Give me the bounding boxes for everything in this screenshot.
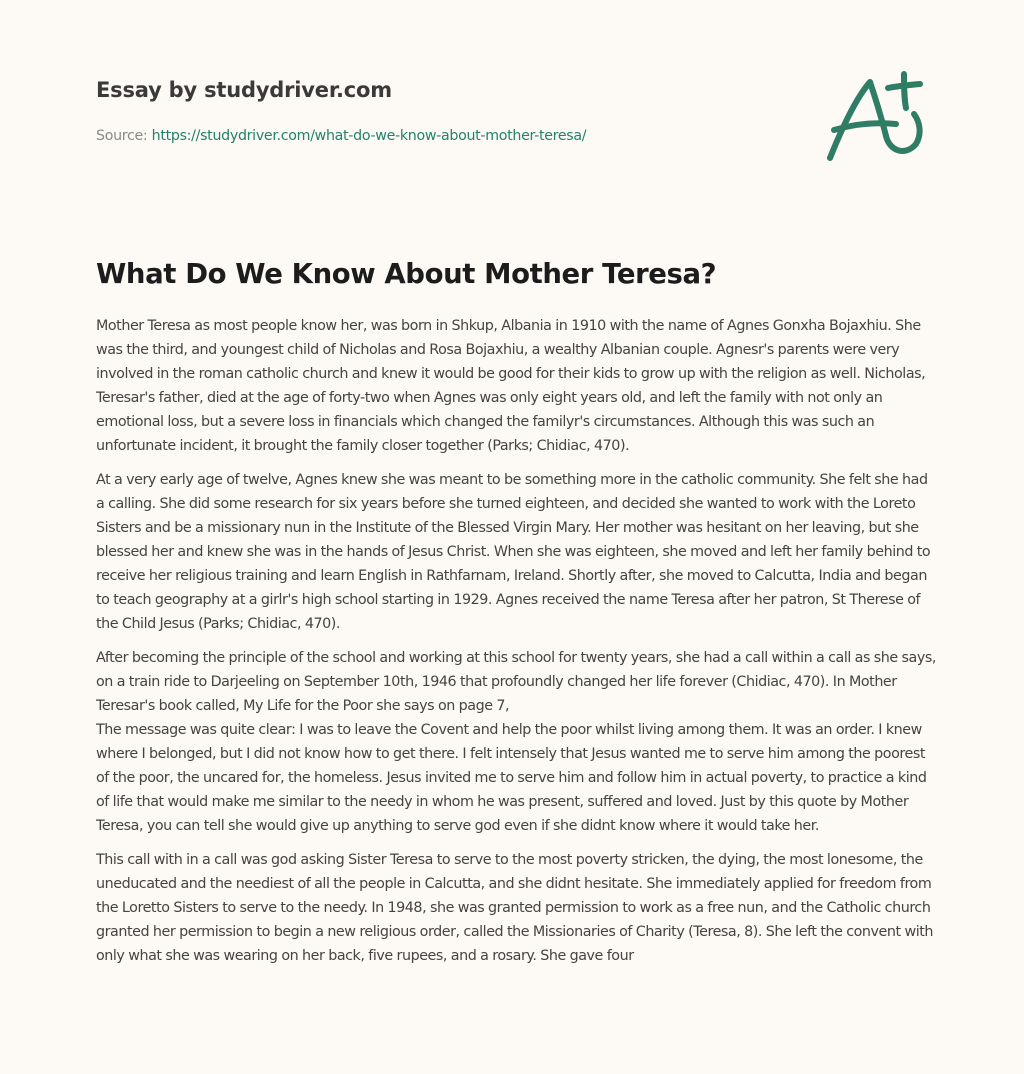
- essay-paragraph: At a very early age of twelve, Agnes knew she was meant to be something more in the catholic community. She felt she had a calling. She did some research for six years before she turned eighteen, and decided she wanted to work with the Loreto Sisters and be a missionary nun in the Institute of the Blessed Virgin Mary. Her mother was hesitant on her leaving, but she blessed her and knew she was in the hands of Jesus Christ. When she was eighteen, she moved and left her family behind to receive her religious training and learn English in Rathfarnam, Ireland. Shortly after, she moved to Calcutta, India and began to teach geography at a girlr's high school starting in 1929. Agnes received the name Teresa after her patron, St Therese of the Child Jesus (Parks; Chidiac, 470).: [96, 472, 931, 632]
- essay-title: What Do We Know About Mother Teresa?: [96, 258, 717, 290]
- essay-paragraph: After becoming the principle of the school and working at this school for twenty years, she had a call within a call as she says, on a train ride to Darjeeling on September 10th, 1946 that profoundly changed her life forever (Chidiac, 470). In Mother Teresar's book called, My Life for the Poor she says on page 7,: [96, 650, 936, 714]
- essay-body: [96, 314, 936, 978]
- essay-paragraph: This call with in a call was god asking Sister Teresa to serve to the most poverty stricken, the dying, the most lonesome, the uneducated and the neediest of all the people in Calcutta, and she didnt hesitate. She immediately applied for freedom from the Loretto Sisters to serve to the needy. In 1948, she was granted permission to work as a free nun, and the Catholic church granted her permission to begin a new religious order, called the Missionaries of Charity (Teresa, 8). She left the convent with only what she was wearing on her back, five rupees, and a rosary. She gave four: [96, 852, 933, 964]
- essay-header: [96, 76, 796, 146]
- source-label: Source:: [96, 128, 148, 144]
- essay-quote-paragraph: The message was quite clear: I was to leave the Covent and help the poor whilst living among them. It was an order. I knew where I belonged, but I did not know how to get there. I felt intensely that Jesus wanted me to serve him among the poorest of the poor, the uncared for, the homeless. Jesus invited me to serve him and follow him in actual poverty, to practice a kind of life that would make me similar to the needy in whom he was present, suffered and loved. Just by this quote by Mother Teresa, you can tell she would give up anything to serve god even if she didnt know where it would take her.: [96, 722, 927, 834]
- a-plus-grade-icon: [820, 64, 930, 168]
- essay-paragraph: Mother Teresa as most people know her, was born in Shkup, Albania in 1910 with the name of Agnes Gonxha Bojaxhiu. She was the third, and youngest child of Nicholas and Rosa Bojaxhiu, a wealthy Albanian couple. Agnesr's parents were very involved in the roman catholic church and knew it would be good for their kids to grow up with the religion as well. Nicholas, Teresar's father, died at the age of forty-two when Agnes was only eight years old, and left the family with not only an emotional loss, but a severe loss in financials which changed the familyr's circumstances. Although this was such an unfortunate incident, it brought the family closer together (Parks; Chidiac, 470).: [96, 318, 926, 454]
- site-brand: Essay by studydriver.com: [96, 78, 392, 102]
- source-link[interactable]: https://studydriver.com/what-do-we-know-about-mother-teresa/: [151, 128, 587, 144]
- source-line: [96, 126, 796, 146]
